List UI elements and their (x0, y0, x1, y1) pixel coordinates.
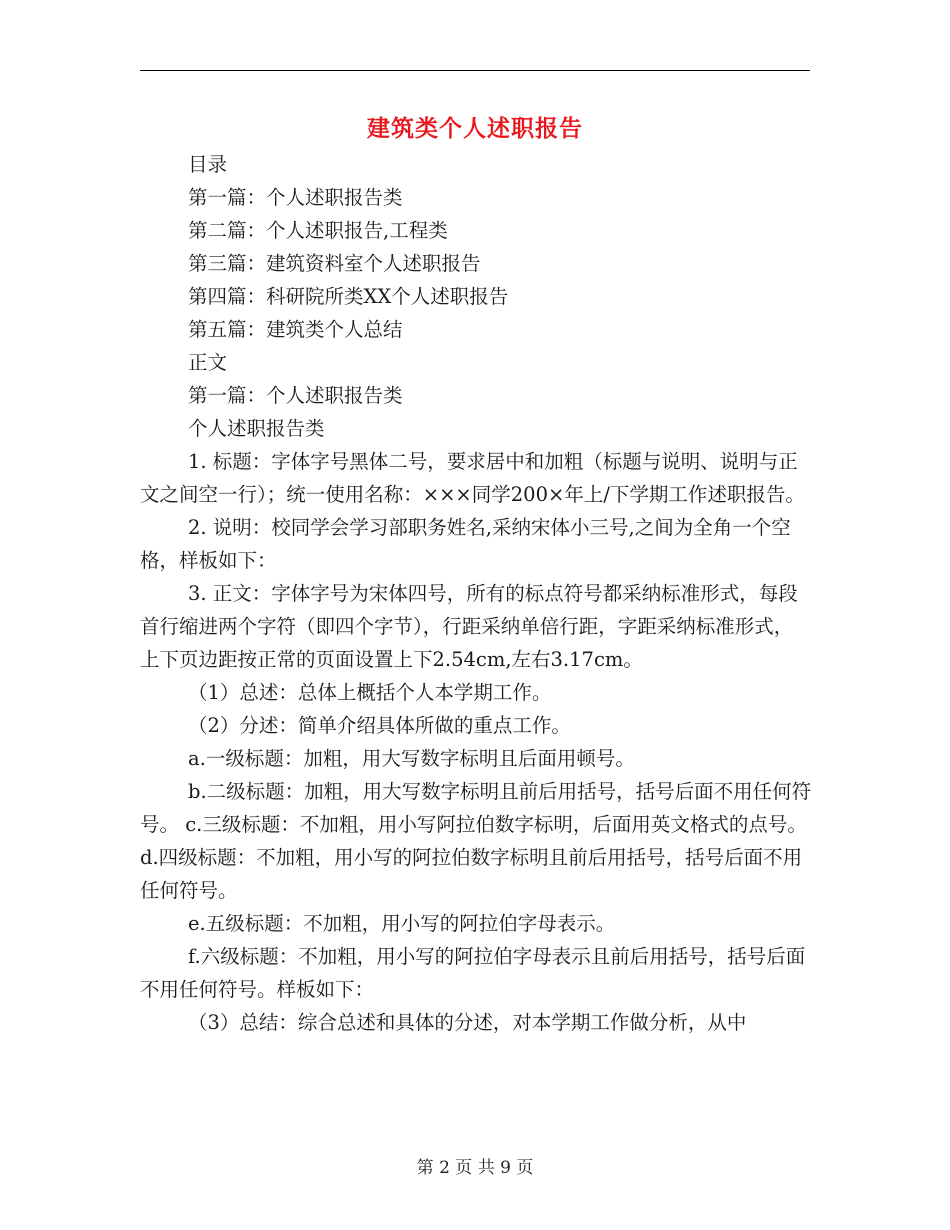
paragraph: （2）分述：简单介绍具体所做的重点工作。 (188, 714, 571, 737)
document-body (140, 148, 812, 1039)
paragraph: e.五级标题：不加粗，用小写的阿拉伯字母表示。 (188, 912, 616, 935)
body-heading: 正文 (188, 351, 228, 374)
toc-item: 第五篇：建筑类个人总结 (188, 318, 403, 341)
paragraph: b.二级标题：加粗，用大写数字标明且前后用括号，括号后面不用任何符号。 c.三级标题：不加粗，用小写阿拉伯数字标明，后面用英文格式的点号。 d.四级标题：不加粗，用小写的阿拉伯数字标明且前后用括号，括号后面不用任何符号。 (140, 780, 812, 902)
paragraph: a.一级标题：加粗，用大写数字标明且后面用顿号。 (188, 747, 635, 770)
toc-heading: 目录 (188, 153, 228, 176)
page-number: 第 2 页 共 9 页 (416, 1158, 534, 1178)
paragraph: 1. 标题：字体字号黑体二号，要求居中和加粗（标题与说明、说明与正文之间空一行）；统一使用名称：×××同学200×年上/下学期工作述职报告。 (140, 450, 805, 506)
toc-item: 第一篇：个人述职报告类 (188, 186, 403, 209)
toc-item: 第四篇：科研院所类XX个人述职报告 (188, 285, 509, 308)
document-title: 建筑类个人述职报告 (367, 115, 583, 142)
chapter-title: 第一篇：个人述职报告类 (188, 384, 403, 407)
header-rule (140, 70, 810, 71)
paragraph: 2. 说明：校同学会学习部职务姓名,采纳宋体小三号,之间为全角一个空格，样板如下： (140, 516, 791, 572)
paragraph: （1）总述：总体上概括个人本学期工作。 (188, 681, 552, 704)
paragraph: 3. 正文：字体字号为宋体四号，所有的标点符号都采纳标准形式，每段首行缩进两个字符（即四个字节），行距采纳单倍行距，字距采纳标准形式，上下页边距按正常的页面设置上下2.54cm,左右3.17cm。 (140, 582, 798, 671)
toc-item: 第三篇：建筑资料室个人述职报告 (188, 252, 481, 275)
section-title: 个人述职报告类 (188, 417, 325, 440)
toc-item: 第二篇：个人述职报告,工程类 (188, 219, 448, 242)
paragraph: f.六级标题：不加粗，用小写的阿拉伯字母表示且前后用括号，括号后面不用任何符号。样板如下： (140, 945, 806, 1001)
paragraph: （3）总结：综合总述和具体的分述，对本学期工作做分析，从中 (188, 1011, 747, 1034)
